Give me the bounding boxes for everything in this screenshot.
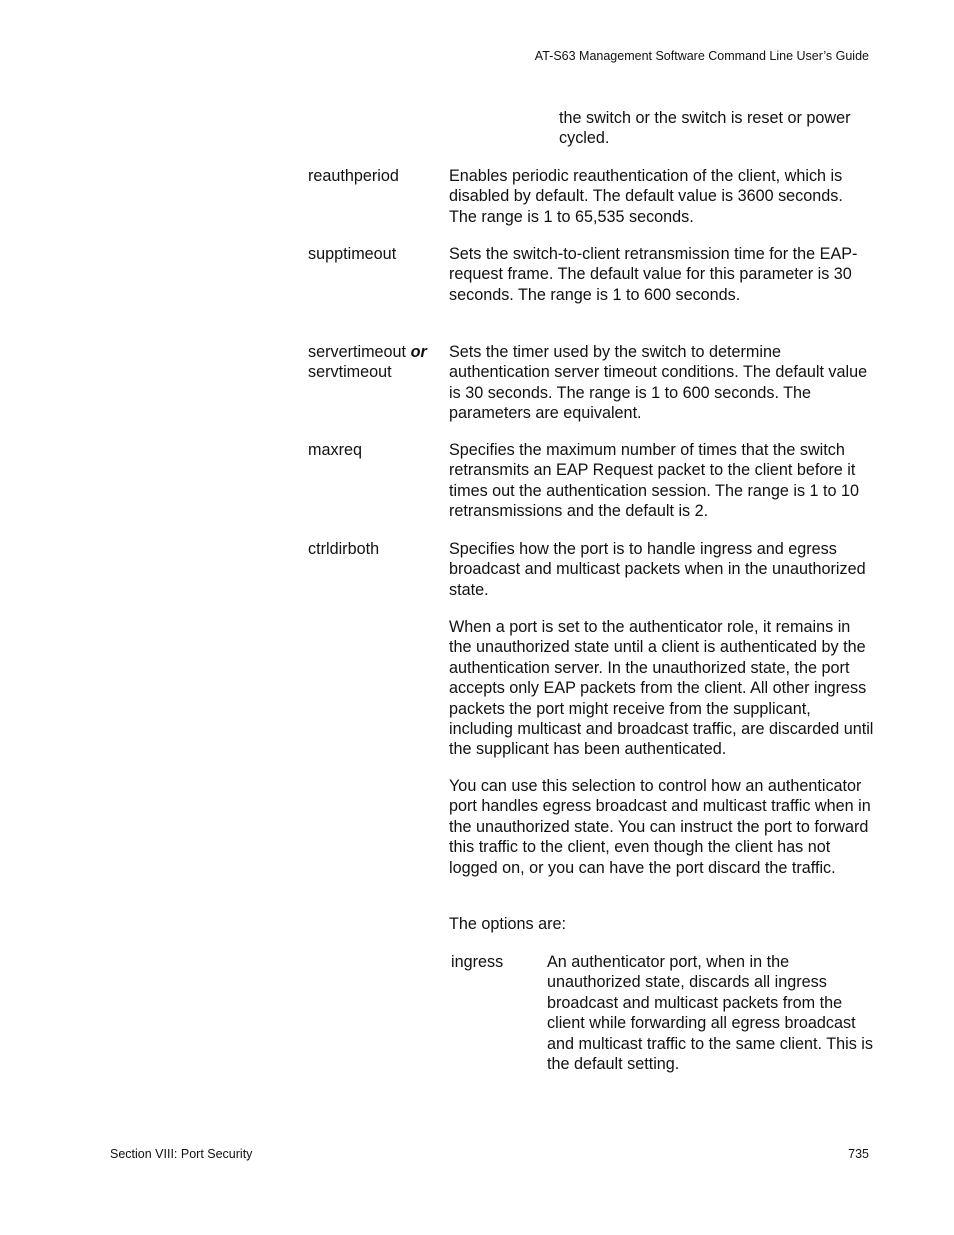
param-desc-supptimeout: Sets the switch-to-client retransmission time for the EAP-request frame. The default value for this parameter is 30 seconds. The range is 1 to 600 seconds. <box>449 245 858 304</box>
param-term-reauthperiod: reauthperiod <box>308 167 399 185</box>
param-term-servertimeout <box>308 342 448 383</box>
param-term-ctrldirboth: ctrldirboth <box>308 540 380 558</box>
param-desc-maxreq: Specifies the maximum number of times that the switch retransmits an EAP Request packet to the client before it times out the authentication session. The range is 1 to 10 retransmissions and the default is 2. <box>449 441 860 521</box>
param-term-supptimeout: supptimeout <box>308 245 397 263</box>
footer-section: Section VIII: Port Security <box>110 1147 253 1161</box>
option-desc-ingress: An authenticator port, when in the unauthorized state, discards all ingress broadcast and multicast packets from the client while forwarding all egress broadcast and multicast traffic to the same client. This is the default setting. <box>547 953 873 1074</box>
term-servertimeout: servertimeout <box>308 343 407 361</box>
term-servtimeout: servtimeout <box>308 363 392 382</box>
param-desc-ctrldirboth: Specifies how the port is to handle ingress and egress broadcast and multicast packets when in the unauthorized state. <box>449 540 866 599</box>
paragraph-control-egress: You can use this selection to control how an authenticator port handles egress broadcast and multicast traffic when in the unauthorized state. You can instruct the port to forward this traffic to the client, even though the client has not logged on, or you can have the port discard the traffic. <box>449 777 871 877</box>
param-desc-reauthperiod: Enables periodic reauthentication of the client, which is disabled by default. The default value is 3600 seconds. The range is 1 to 65,535 seconds. <box>449 167 843 226</box>
param-desc-servertimeout: Sets the timer used by the switch to determine authentication server timeout conditions. The default value is 30 seconds. The range is 1 to 600 seconds. The parameters are equivalent. <box>449 343 868 423</box>
page-number: 735 <box>848 1147 869 1161</box>
param-term-maxreq: maxreq <box>308 441 362 459</box>
continued-description: the switch or the switch is reset or power cycled. <box>559 109 851 148</box>
running-header: AT-S63 Management Software Command Line User’s Guide <box>534 49 869 63</box>
paragraph-unauthorized-state: When a port is set to the authenticator role, it remains in the unauthorized state until a client is authenticated by the authentication server. In the unauthorized state, the port accepts only EAP packets from the client. All other ingress packets the port might receive from the supplicant, including multicast and broadcast traffic, are discarded until the supplicant has been authenticated. <box>449 618 874 759</box>
option-term-ingress: ingress <box>451 953 504 971</box>
term-or: or <box>410 343 427 361</box>
paragraph-options-intro: The options are: <box>449 915 566 933</box>
